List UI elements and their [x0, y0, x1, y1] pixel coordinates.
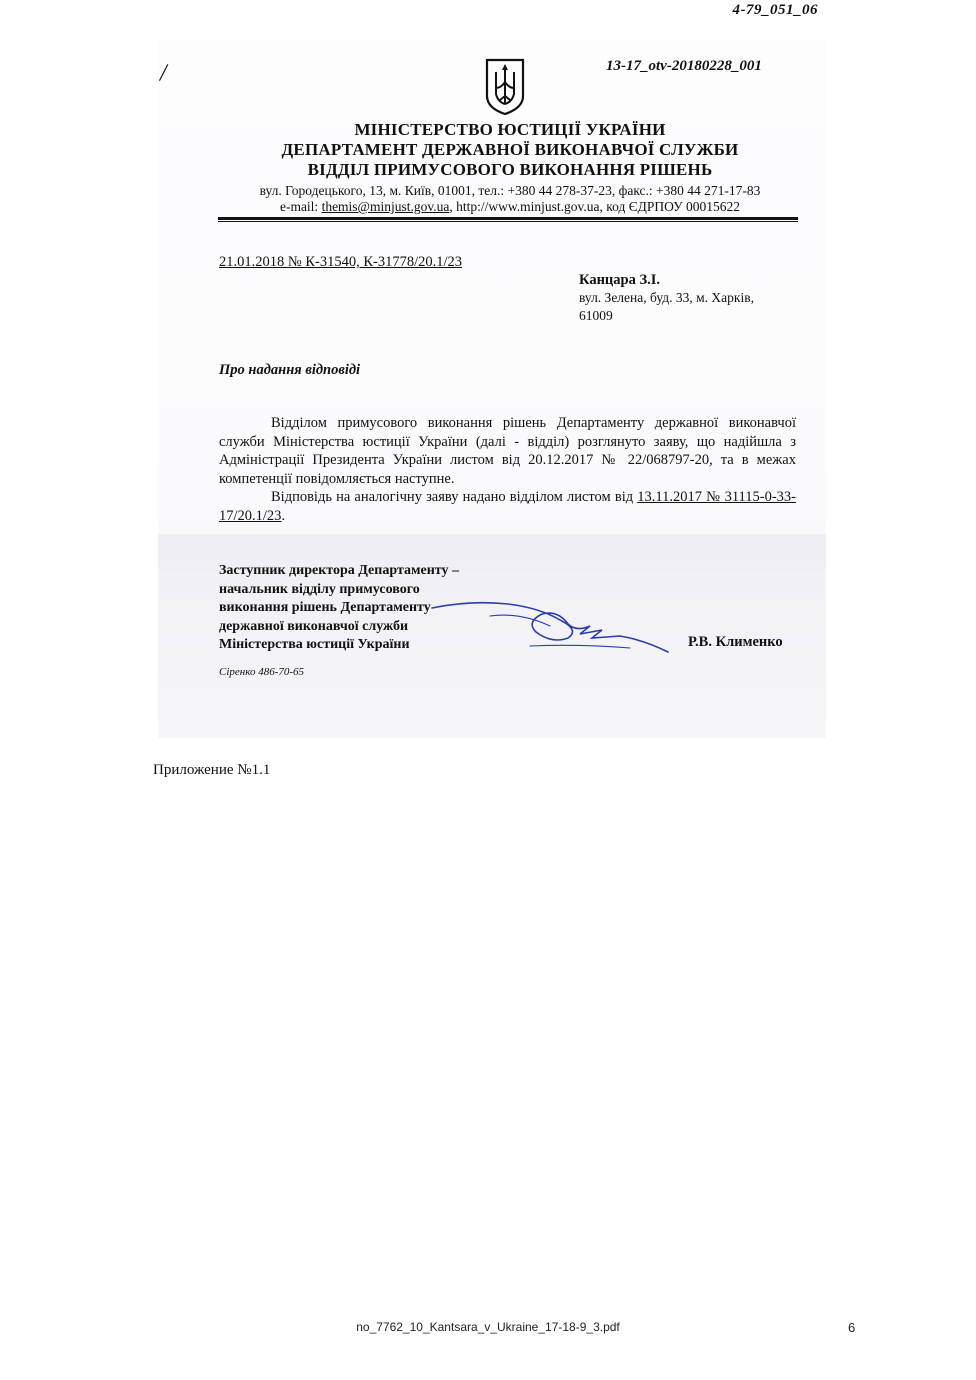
case-id: 4-79_051_06: [732, 2, 818, 18]
executor-contact: Сіренко 486-70-65: [219, 666, 305, 678]
paragraph2-prefix: Відповідь на аналогічну заяву надано відділом листом від: [271, 489, 638, 505]
position-line-5: Міністерства юстиції України: [219, 637, 410, 652]
signatory-position: [219, 562, 459, 655]
previous-letter-reference: 13.11.2017 № 31115-0-33-17/20.1/23: [219, 489, 796, 524]
recipient-address-line2: 61009: [579, 308, 613, 323]
handwritten-signature: [430, 586, 680, 660]
recipient-name: Канцара З.І.: [579, 272, 661, 288]
position-line-3: виконання рішень Департаменту: [219, 600, 431, 615]
annex-label: Приложение №1.1: [153, 762, 271, 778]
document-code: 13-17_otv-20180228_001: [606, 58, 762, 74]
header-address: вул. Городецького, 13, м. Київ, 01001, тел.: +380 44 278-37-23, факс.: +380 44 271-17-83: [259, 183, 761, 198]
position-line-1: Заступник директора Департаменту –: [219, 563, 459, 578]
email-link[interactable]: themis@minjust.gov.ua: [321, 199, 450, 214]
recipient-block: [579, 271, 754, 325]
letter-body: [219, 414, 796, 525]
body-paragraph-2: [219, 488, 796, 525]
footer-filename: no_7762_10_Kantsara_v_Ukraine_17-18-9_3.pdf: [356, 1320, 620, 1334]
contacts-prefix: e-mail:: [279, 199, 322, 214]
position-line-2: начальник відділу примусового: [219, 581, 420, 597]
letter-subject: Про надання відповіді: [219, 362, 361, 378]
body-paragraph-1: Відділом примусового виконання рішень Департаменту державної виконавчої служби Міністерства юстиції України (далі - відділ) розглянуто заяву, що надійшла з Адміністрації Президента України листом від 20.12.2017 № 22/068797-20, та в межах компетенції повідомляється наступне.: [219, 415, 796, 487]
footer-page-number: 6: [848, 1320, 856, 1335]
department-title: ДЕПАРТАМЕНТ ДЕРЖАВНОЇ ВИКОНАВЧОЇ СЛУЖБИ: [281, 140, 739, 159]
contacts-rest: , http://www.minjust.gov.ua, код ЄДРПОУ 00015622: [449, 199, 741, 214]
division-title: ВІДДІЛ ПРИМУСОВОГО ВИКОНАННЯ РІШЕНЬ: [307, 160, 713, 179]
ministry-title: МІНІСТЕРСТВО ЮСТИЦІЇ УКРАЇНИ: [354, 120, 666, 139]
recipient-address-line1: вул. Зелена, буд. 33, м. Харків,: [579, 290, 754, 305]
header-contacts: [220, 198, 800, 215]
paragraph2-suffix: .: [281, 507, 286, 524]
header-rule-thin: [218, 221, 798, 222]
header-rule-thick: [218, 217, 798, 220]
position-line-4: державної виконавчої служби: [219, 618, 409, 634]
trident-emblem-icon: [484, 58, 526, 116]
signer-name: Р.В. Клименко: [688, 634, 783, 650]
letter-reference: 21.01.2018 № К-31540, К-31778/20.1/23: [219, 254, 463, 270]
margin-mark: /: [158, 57, 170, 88]
